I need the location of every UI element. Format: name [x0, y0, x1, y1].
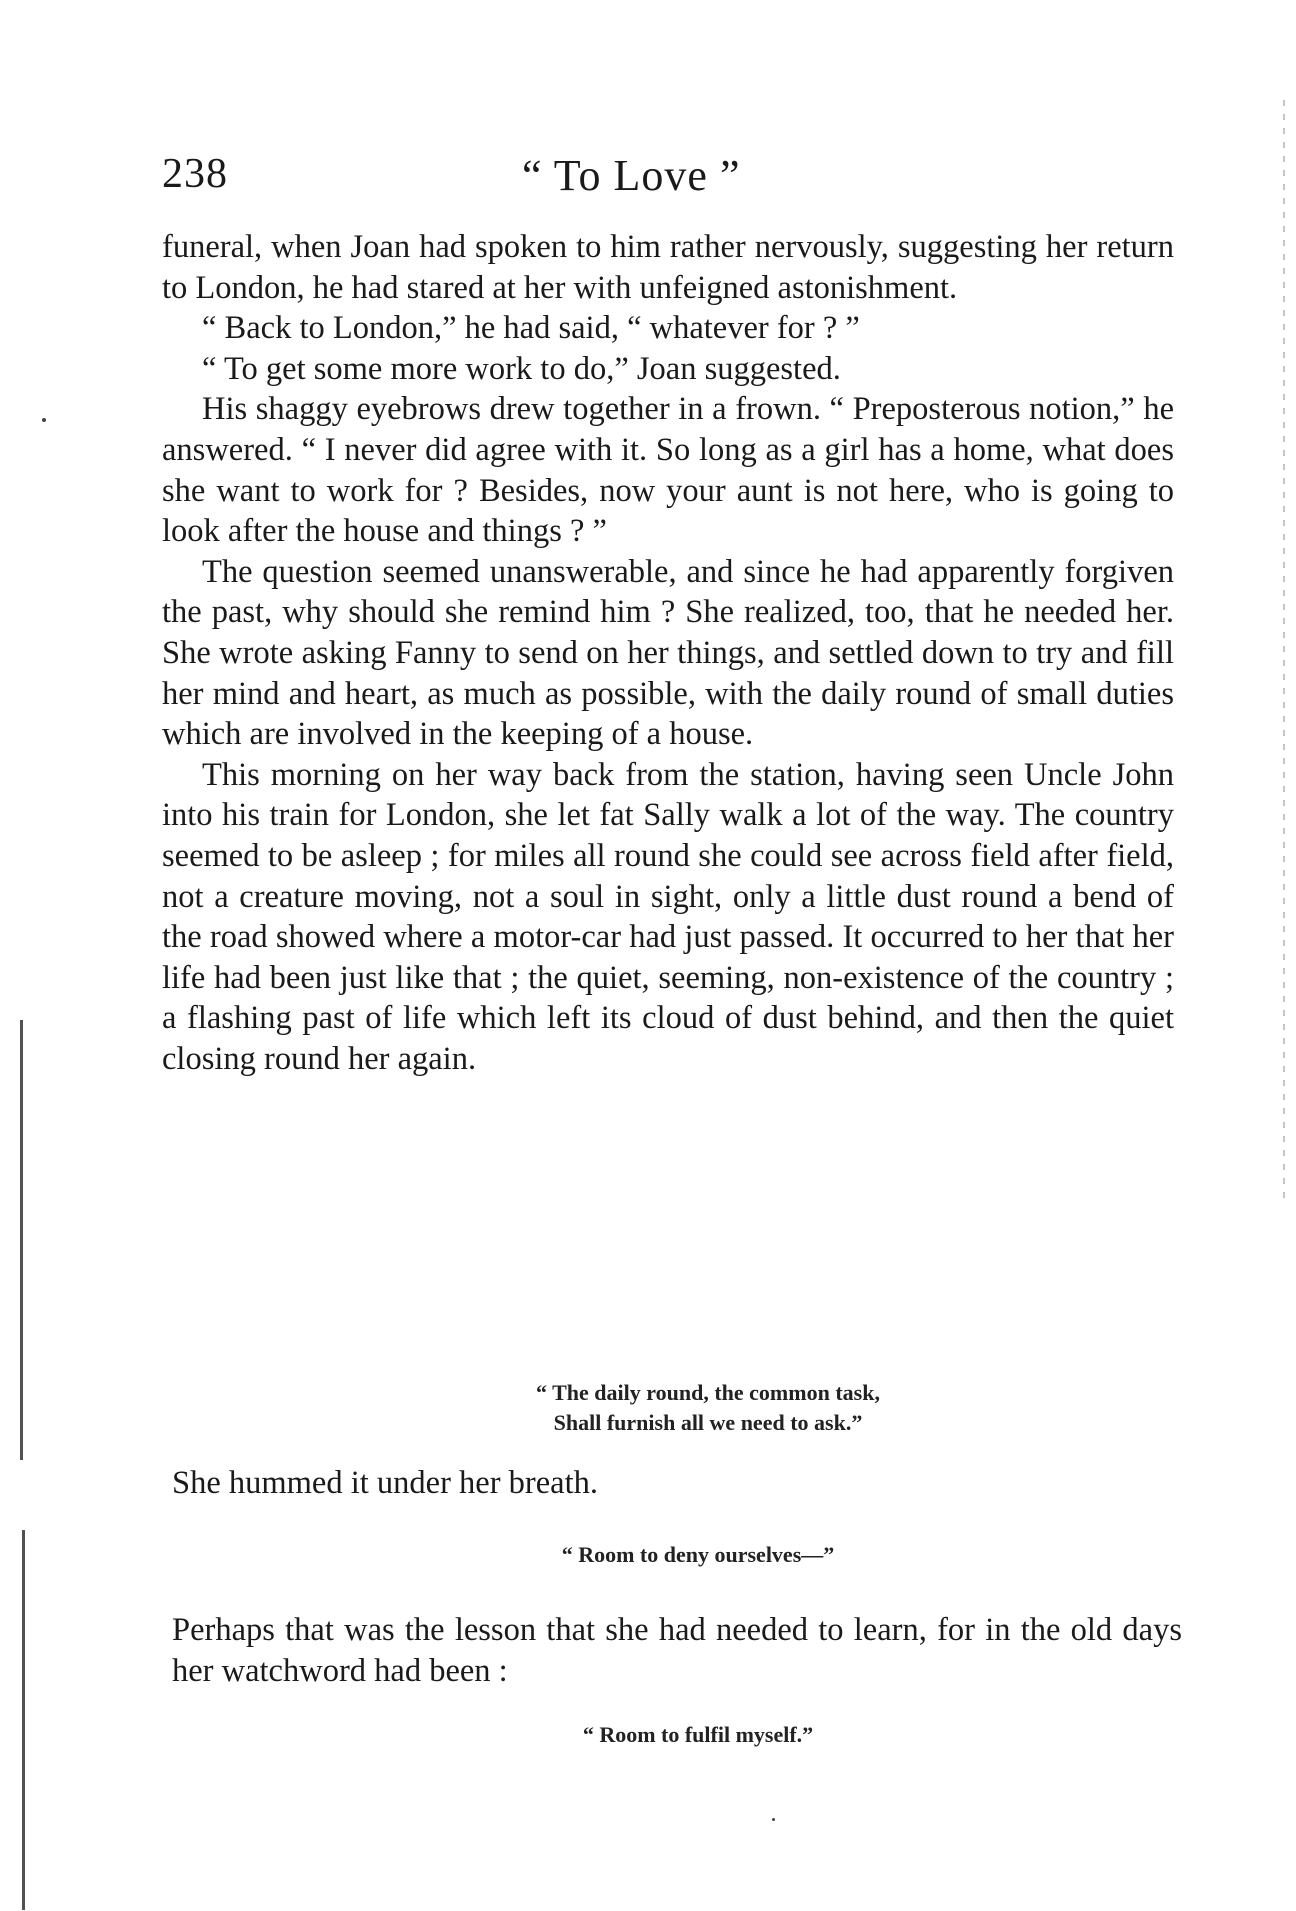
perhaps-paragraph: Perhaps that was the lesson that she had needed to learn, for in the old days her watchword had been :	[172, 1612, 1182, 1689]
page-number: 238	[162, 151, 228, 197]
left-margin-scan-line	[20, 1020, 23, 1460]
paragraph-4: His shaggy eyebrows drew together in a frown. “ Preposterous notion,” he answered. “ I never did agree with it. So long as a girl has a home, what does she want to work for ? Besides, now your aunt is not here, who is going to look after the house and things ? ”	[162, 391, 1174, 550]
running-title: “ To Love ”	[522, 151, 741, 200]
hymn-quote-3-line-1: “ Room to fulfil myself.”	[582, 1722, 814, 1747]
paragraph-2: “ Back to London,” he had said, “ whatever for ? ”	[202, 310, 860, 347]
paragraph-1: funeral, when Joan had spoken to him rather nervously, suggesting her return to London, he had stared at her with unfeigned astonishment.	[162, 229, 1174, 306]
scan-speck	[42, 418, 46, 422]
body-text	[162, 227, 1174, 1079]
hymn-quote-3	[50, 1720, 1296, 1750]
hymn-quote-1-line-1: “ The daily round, the common task,	[536, 1380, 880, 1405]
paragraph-6: This morning on her way back from the station, having seen Uncle John into his train for London, she let fat Sally walk a lot of the way. The country seemed to be asleep ; for miles all round she could see across field after field, not a creature moving, not a soul in sight, only a little dust round a bend of the road showed where a motor-car had just passed. It occurred to her that her life had been just like that ; the quiet, seeming, non-existence of the country ; a flashing past of life which left its cloud of dust behind, and then the quiet closing round her again.	[162, 756, 1174, 1077]
hymn-quote-1-line-2: Shall furnish all we need to ask.”	[553, 1410, 863, 1435]
hymn-quote-2-line-1: “ Room to deny ourselves—”	[561, 1542, 835, 1567]
hymn-quote-2	[50, 1540, 1296, 1570]
hymn-quote-1	[60, 1378, 1296, 1438]
paragraph-3: “ To get some more work to do,” Joan suggested.	[202, 350, 841, 387]
page-header	[162, 150, 1172, 210]
paragraph-5: The question seemed unanswerable, and since he had apparently forgiven the past, why should she remind him ? She realized, too, that he needed her. She wrote asking Fanny to send on her things, and settled down to try and fill her mind and heart, as much as possible, with the daily round of small duties which are involved in the keeping of a house.	[162, 553, 1174, 753]
scan-speck	[772, 1818, 775, 1821]
left-margin-scan-line-lower	[22, 1530, 25, 1910]
hummed-line: She hummed it under her breath.	[172, 1465, 598, 1501]
right-margin-scan-marks	[1283, 100, 1285, 1200]
